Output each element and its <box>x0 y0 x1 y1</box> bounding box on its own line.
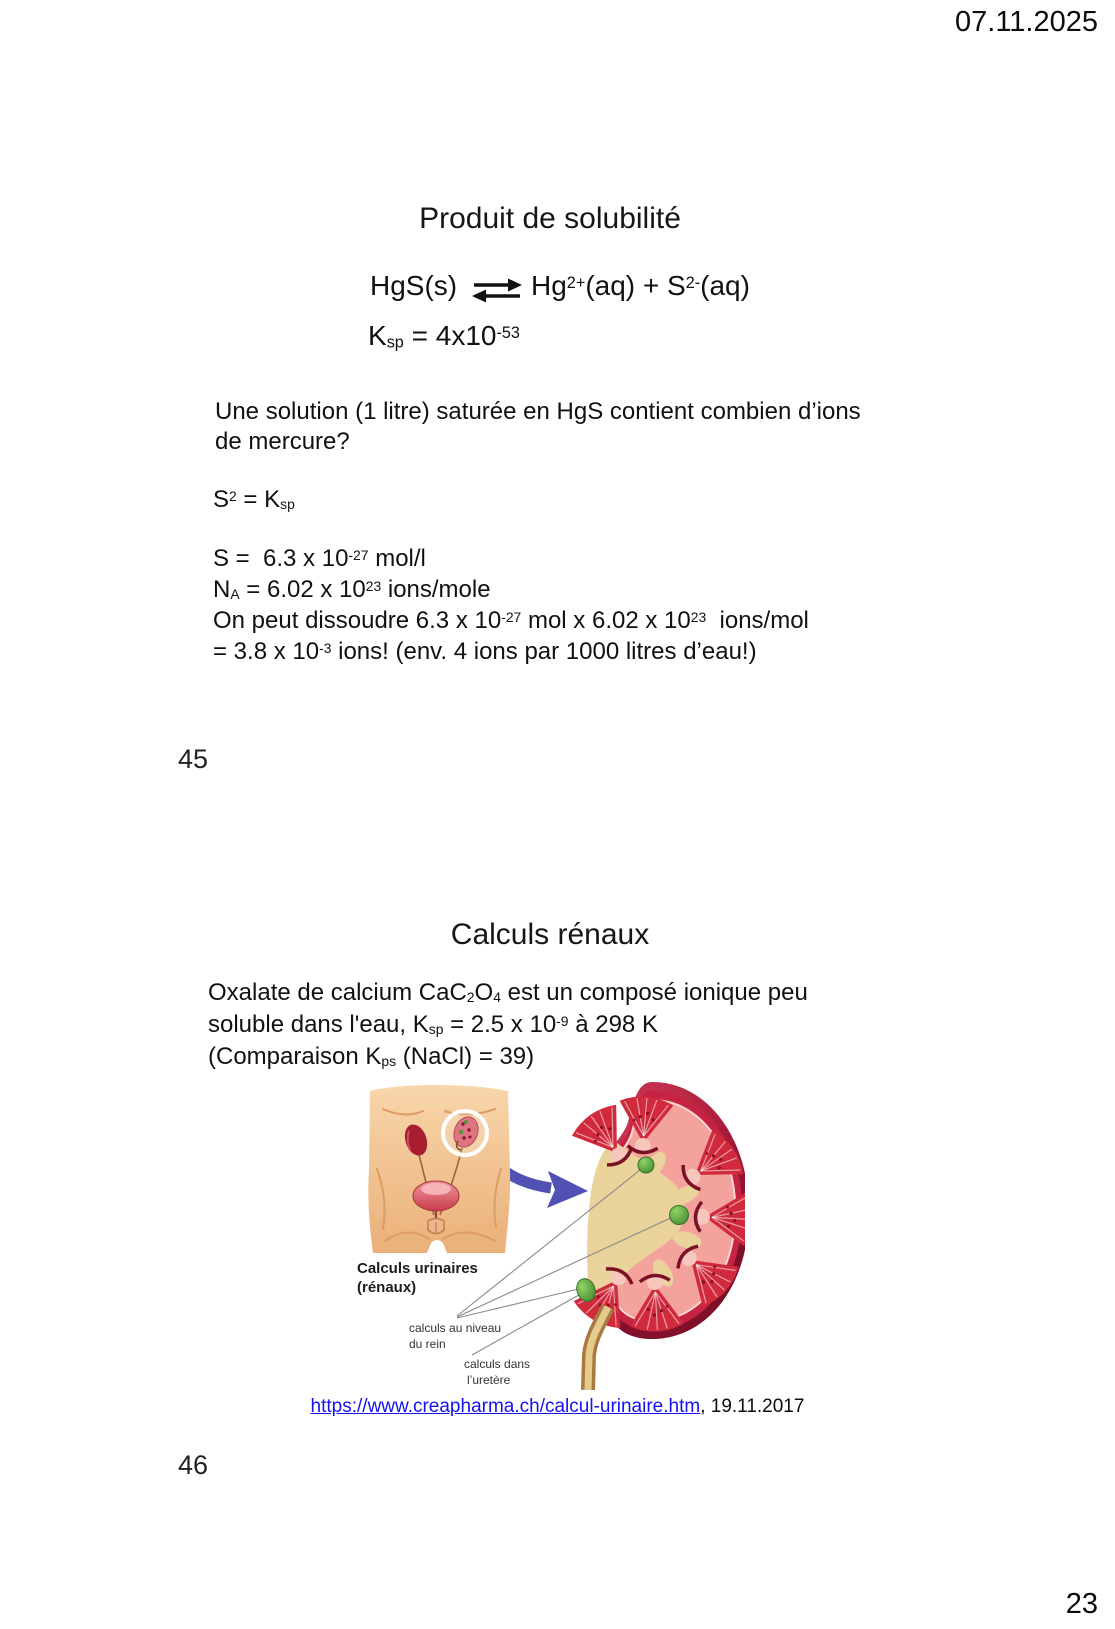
ksp-value: $K_{sp} = 4x10^{-53}$ <box>368 320 520 352</box>
equation-reactant: HgS(s) <box>370 270 458 301</box>
ureter-stones-label-line2: l’uretère <box>467 1373 511 1387</box>
slide-number-45: 45 <box>178 744 209 774</box>
figure-main-label-line1: Calculs urinaires <box>357 1260 478 1277</box>
kidney-stone-icon <box>638 1157 654 1173</box>
kidney-stones-label-line2: du rein <box>409 1337 446 1351</box>
kidney-stones-illustration <box>355 1045 745 1390</box>
slide2-title: Calculs rénaux <box>450 918 650 951</box>
question-line1: Une solution (1 litre) saturée en HgS contient combien d’ions <box>215 398 861 425</box>
ureter-stones-label-line1: calculs dans <box>464 1357 531 1371</box>
equilibrium-arrows-icon <box>472 276 522 304</box>
source-link[interactable]: https://www.creapharma.ch/calcul-urinaire.htm <box>310 1396 701 1417</box>
header-date: 07.11.2025 <box>955 6 1098 38</box>
equation-products: $Hg^{2+}(aq) + S^{2-}(aq)$ <box>531 270 750 301</box>
calc-line: S = 6.3 x $10^{-27}$ mol/l <box>213 545 426 572</box>
kidney-stones-label-line1: calculs au niveau <box>409 1321 502 1335</box>
s-squared-equation: $S^2 = K_{sp}$ <box>213 486 295 513</box>
torso-illustration <box>368 1085 510 1253</box>
source-citation <box>0 1396 1115 1418</box>
oxalate-line1: Oxalate de calcium $CaC_2O_4$ est un composé ionique peu <box>208 979 808 1006</box>
source-date: , 19.11.2017 <box>700 1396 805 1417</box>
calc-line: = 3.8 x $10^{-3}$ ions! (env. 4 ions par 1000 litres d’eau!) <box>213 638 757 665</box>
oxalate-line2: soluble dans l'eau, $K_{sp} = 2.5$ x $10^{-9}$ à 298 K <box>208 1011 658 1038</box>
slide1-title: Produit de solubilité <box>419 202 681 235</box>
oxalate-line3: (Comparaison $K_{ps}$ (NaCl) = 39) <box>208 1043 535 1070</box>
kidney-stone-icon <box>670 1206 689 1225</box>
ureter <box>588 1307 608 1390</box>
question-line2: de mercure? <box>215 428 350 455</box>
figure-main-label-line2: (rénaux) <box>357 1279 417 1296</box>
page-number: 23 <box>1065 1588 1098 1620</box>
kidney-cross-section <box>568 1082 745 1390</box>
slide-number-46: 46 <box>178 1450 209 1480</box>
calc-line: On peut dissoudre 6.3 x $10^{-27}$ mol x 6.02 x $10^{23}$ ions/mol <box>213 607 809 634</box>
calc-line: $N_A = 6.02$ x $10^{23}$ ions/mole <box>213 576 491 603</box>
